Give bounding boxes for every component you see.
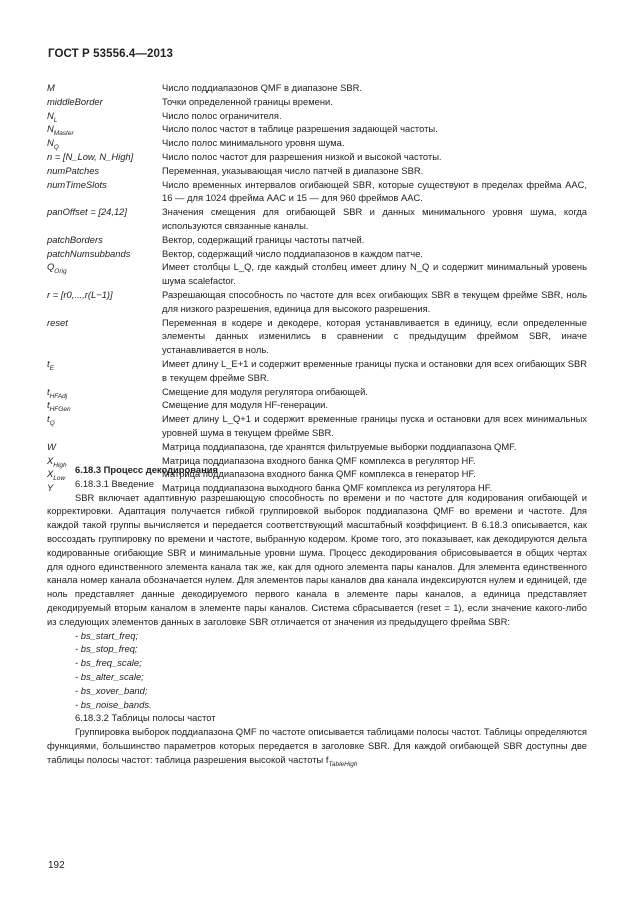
bands-paragraph bbox=[47, 725, 587, 771]
definition-description: Матрица поддиапазона входного банка QMF комплекса в регулятор HF. bbox=[162, 454, 476, 466]
list-item: - bs_stop_freq; bbox=[75, 643, 138, 655]
definition-term: $t_{HFGen}$ bbox=[47, 399, 71, 414]
definition-term: $t_Q$ bbox=[47, 413, 55, 427]
definition-term: W bbox=[47, 440, 56, 452]
definition-row bbox=[47, 385, 587, 399]
definition-row bbox=[47, 178, 587, 206]
definition-description: Переменная в кодере и декодере, которая устанавливается в единицу, если определенные элементы данных изменились в сравнении с предыдущим фреймом SBR, иначе устанавливается в ноль. bbox=[162, 316, 587, 356]
definition-description: Число полос частот в таблице разрешения задающей частоты. bbox=[162, 123, 438, 135]
definition-description: Вектор, содержащий границы частоты патчей. bbox=[162, 233, 365, 245]
definition-description: Имеет длину L_E+1 и содержит временные границы пуска и остановки для всех огибающих SBR в текущем фрейме SBR. bbox=[162, 357, 587, 383]
bands-paragraph-subscript: TableHigh bbox=[328, 760, 358, 768]
bands-paragraph-text: Группировка выборок поддиапазона QMF по частоте описывается таблицами полосы частот. Таблицы определяются функциями, большинство параметров которых передается в заголовке SBR. Для каждой огибающей SBR доступны две таблицы полосы частот: таблица разрешения высокой частоты f bbox=[47, 726, 587, 765]
definition-row bbox=[47, 109, 587, 123]
definition-description: Число полос минимального уровня шума. bbox=[162, 137, 345, 149]
definitions-list bbox=[47, 81, 587, 495]
definition-row bbox=[47, 398, 587, 412]
definition-description: Разрешающая способность по частоте для всех огибающих SBR в текущем фрейме SBR, ноль для низкого разрешения, единица для высокого разрешения. bbox=[162, 288, 587, 314]
definition-row bbox=[47, 412, 587, 440]
definition-term: Y bbox=[47, 482, 54, 494]
definition-row bbox=[47, 150, 587, 164]
definition-term: $X_{High}$ bbox=[47, 454, 67, 469]
definition-description: Переменная, указывающая число патчей в диапазоне SBR. bbox=[162, 164, 424, 176]
definition-row bbox=[47, 122, 587, 136]
definition-description: Матрица поддиапазона, где хранятся фильтруемые выборки поддиапазона QMF. bbox=[162, 440, 517, 452]
definition-term: n = [N_Low, N_High] bbox=[47, 150, 134, 162]
definition-description: Матрица поддиапазона входного банка QMF комплекса в генератор HF. bbox=[162, 468, 476, 480]
definition-term: $t_{HFAdj}$ bbox=[47, 385, 68, 400]
definition-description: Число временных интервалов огибающей SBR, которые существуют в пределах фрейма AAC, 16 — для 1024 фрейма AAC и 15 — для 960 фреймов AAC. bbox=[162, 178, 587, 204]
definition-row bbox=[47, 136, 587, 150]
definition-description: Точки определенной границы времени. bbox=[162, 95, 333, 107]
intro-paragraph: SBR включает адаптивную разрешающую способность по времени и по частоте для кодирования огибающей и корректировки. Адаптация получается гибкой группировкой выборок поддиапазона QMF во времени и частоте. Для каждой такой группы вычисляется и передается соответствующий масштабный коэффициент. В 6.18.3 описывается, как воссоздать группировку по времени и частоте, выбранную кодером. Кроме того, это показывает, как декодируются дельта кодированные огибающие SBR и минимальные уровни шума. Процесс декодирования обрисовывается в общих чертах для одного единственного элемента канала так же, как для одного элемента пары каналов. Для элемента единственного канала номер канала обозначается нулем. Для элементов пары каналов два канала индексируются нулем и единицей, где ноль представляет данные декодируемого первого канала в элементе пары каналов, а единица представляет декодируемый вторым каналом в элементе пары каналов. Система сбрасывается (reset = 1), если значение какого-либо из следующих элементов данных в заголовке SBR отличается от значения из предыдущего фрейма SBR: bbox=[47, 491, 587, 627]
definition-term: reset bbox=[47, 316, 68, 328]
document-header: ГОСТ Р 53556.4—2013 bbox=[48, 48, 173, 60]
definition-description: Число поддиапазонов QMF в диапазоне SBR. bbox=[162, 82, 363, 93]
definition-row bbox=[47, 288, 587, 316]
subsection-heading-intro: 6.18.3.1 Введение bbox=[75, 477, 154, 489]
definition-term: $Q_{Orig}$ bbox=[47, 261, 67, 276]
definition-row bbox=[47, 357, 587, 385]
subsection-heading-bands: 6.18.3.2 Таблицы полосы частот bbox=[75, 712, 216, 724]
element-list bbox=[47, 629, 587, 712]
definition-term: $t_E$ bbox=[47, 357, 54, 372]
definition-description: Смещение для модуля регулятора огибающей. bbox=[162, 385, 368, 397]
definition-term: panOffset = [24,12] bbox=[47, 206, 128, 218]
definition-description: Имеет длину L_Q+1 и содержит временные границы пуска и остановки для всех минимальных уровней шума в текущем фрейме SBR. bbox=[162, 413, 587, 438]
definition-description: Смещение для модуля HF-генерации. bbox=[162, 399, 328, 411]
section-heading: 6.18.3 Процесс декодирования bbox=[75, 464, 218, 475]
definition-term: numPatches bbox=[47, 164, 100, 176]
definition-term: $X_{Low}$ bbox=[47, 468, 66, 483]
definition-term: r = [r0,...,r(L−1)] bbox=[47, 288, 113, 300]
definition-term: M bbox=[47, 82, 55, 93]
definition-description: Число полос частот для разрешения низкой и высокой частоты. bbox=[162, 150, 442, 162]
definition-row bbox=[47, 95, 587, 109]
definition-row bbox=[47, 164, 587, 178]
definition-row bbox=[47, 233, 587, 247]
list-item: - bs_noise_bands. bbox=[75, 698, 152, 710]
definition-description: Вектор, содержащий число поддиапазонов в каждом патче. bbox=[162, 247, 423, 259]
definition-term: numTimeSlots bbox=[47, 178, 107, 190]
definition-row bbox=[47, 440, 587, 454]
page-number: 192 bbox=[48, 860, 65, 871]
definition-term: patchBorders bbox=[47, 233, 103, 245]
list-item: - bs_alter_scale; bbox=[75, 670, 144, 682]
definition-term: middleBorder bbox=[47, 95, 103, 107]
definition-term: $N_{Master}$ bbox=[47, 123, 74, 138]
definition-row bbox=[47, 316, 587, 357]
definition-term: patchNumsubbands bbox=[47, 247, 131, 259]
definition-term: $N_Q$ bbox=[47, 137, 59, 152]
definition-row bbox=[47, 247, 587, 261]
definition-row bbox=[47, 260, 587, 288]
list-item: - bs_start_freq; bbox=[75, 629, 139, 641]
definition-row bbox=[47, 205, 587, 233]
definition-description: Матрица поддиапазона выходного банка QMF комплекса из регулятора HF. bbox=[162, 482, 493, 494]
list-item: - bs_xover_band; bbox=[75, 684, 148, 696]
definition-term: $N_L$ bbox=[47, 109, 58, 124]
definition-description: Имеет столбцы L_Q, где каждый столбец имеет длину N_Q и содержит минимальный уровень шума scalefactor. bbox=[162, 261, 587, 287]
definition-row bbox=[47, 81, 587, 95]
definition-description: Число полос ограничителя. bbox=[162, 109, 282, 121]
definition-description: Значения смещения для огибающей SBR и данных минимального уровня шума, когда используются связанные каналы. bbox=[162, 206, 587, 231]
section-body bbox=[47, 463, 587, 771]
list-item: - bs_freq_scale; bbox=[75, 657, 142, 669]
